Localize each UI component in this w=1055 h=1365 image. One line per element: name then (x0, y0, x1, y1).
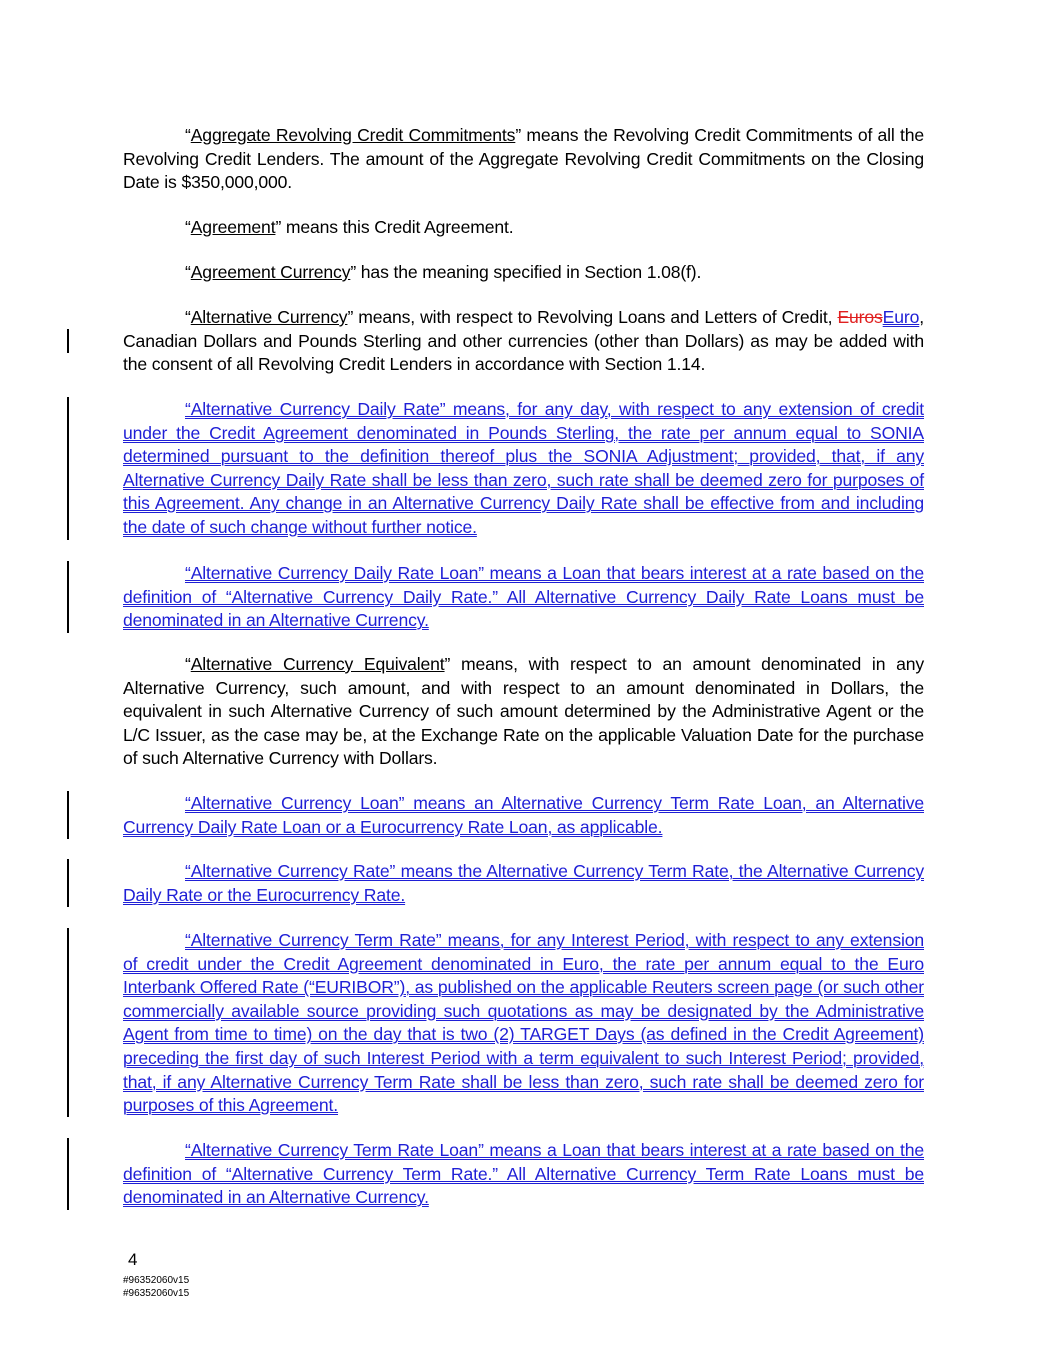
change-bar (67, 859, 69, 907)
change-bar (67, 397, 69, 540)
defined-term: Alternative Currency Equivalent (190, 654, 445, 674)
inserted-text: Euro (882, 307, 920, 327)
page-number: 4 (128, 1250, 138, 1269)
document-id: #96352060v15 (123, 1288, 190, 1299)
defined-term: Agreement (190, 217, 276, 237)
defined-term: Agreement Currency (190, 262, 351, 282)
definition-alternative-currency-daily-rate: “Alternative Currency Daily Rate” means, for any day, with respect to any extension of credit under the Credit Agreement denominated in Pounds Sterling, the rate per annum equal to SONIA determined pursuant to the definition thereof plus the SONIA Adjustment; provided, that, if any Alternative Currency Daily Rate shall be less than zero, such rate shall be deemed zero for purposes of this Agreement. Any change in an Alternative Currency Daily Rate shall be effective from and including the date of such change without further notice. (123, 399, 924, 537)
defined-term: Aggregate Revolving Credit Commitments (190, 125, 516, 145)
definition-alternative-currency-loan: “Alternative Currency Loan” means an Alternative Currency Term Rate Loan, an Alternative Currency Daily Rate Loan or a Eurocurrency Rate Loan, as applicable. (123, 793, 924, 837)
definition-aggregate-revolving-credit-commitments: “Aggregate Revolving Credit Commitments” means the Revolving Credit Commitments of all the Revolving Credit Lenders. The amount of the Aggregate Revolving Credit Commitments on the Closing Date is $350,000,000. (123, 125, 924, 193)
document-id: #96352060v15 (123, 1275, 190, 1286)
definition-agreement: “Agreement” means this Credit Agreement. (185, 217, 514, 237)
defined-term: Alternative Currency (190, 307, 348, 327)
definition-alternative-currency-term-rate-loan: “Alternative Currency Term Rate Loan” means a Loan that bears interest at a rate based on the definition of “Alternative Currency Term Rate.” All Alternative Currency Term Rate Loans must be denominated in an Alternative Currency. (123, 1140, 924, 1208)
definition-alternative-currency-equivalent: “Alternative Currency Equivalent” means, with respect to an amount denominated in any Alternative Currency, such amount, and with respect to an amount denominated in Dollars, the equivalent in such Alternative Currency of such amount determined by the Administrative Agent or the L/C Issuer, as the case may be, at the Exchange Rate on the applicable Valuation Date for the purchase of such Alternative Currency with Dollars. (123, 654, 924, 769)
definition-alternative-currency-term-rate: “Alternative Currency Term Rate” means, for any Interest Period, with respect to any extension of credit under the Credit Agreement denominated in Euro, the rate per annum equal to the Euro Interbank Offered Rate (“EURIBOR”), as published on the applicable Reuters screen page (or such other commercially available source providing such quotations as may be designated by the Administrative Agent from time to time) on the day that is two (2) TARGET Days (as defined in the Credit Agreement) preceding the first day of such Interest Period with a term equivalent to such Interest Period; provided, that, if any Alternative Currency Term Rate shall be less than zero, such rate shall be deemed zero for purposes of this Agreement. (123, 930, 924, 1116)
definition-alternative-currency: “Alternative Currency” means, with respect to Revolving Loans and Letters of Credit, EurosEuro, Canadian Dollars and Pounds Sterling and other currencies (other than Dollars) as may be added with the consent of all Revolving Credit Lenders in accordance with Section 1.14. (123, 307, 924, 375)
change-bar (67, 928, 69, 1117)
definition-alternative-currency-rate: “Alternative Currency Rate” means the Alternative Currency Term Rate, the Alternative Currency Daily Rate or the Eurocurrency Rate. (123, 861, 924, 905)
definition-alternative-currency-daily-rate-loan: “Alternative Currency Daily Rate Loan” means a Loan that bears interest at a rate based on the definition of “Alternative Currency Daily Rate.” All Alternative Currency Daily Rate Loans must be denominated in an Alternative Currency. (123, 563, 924, 631)
change-bar (67, 791, 69, 839)
change-bar (67, 561, 69, 633)
change-bar (67, 329, 69, 353)
definition-agreement-currency: “Agreement Currency” has the meaning specified in Section 1.08(f). (185, 262, 702, 282)
change-bar (67, 1138, 69, 1210)
deleted-text: Euros (837, 307, 883, 327)
